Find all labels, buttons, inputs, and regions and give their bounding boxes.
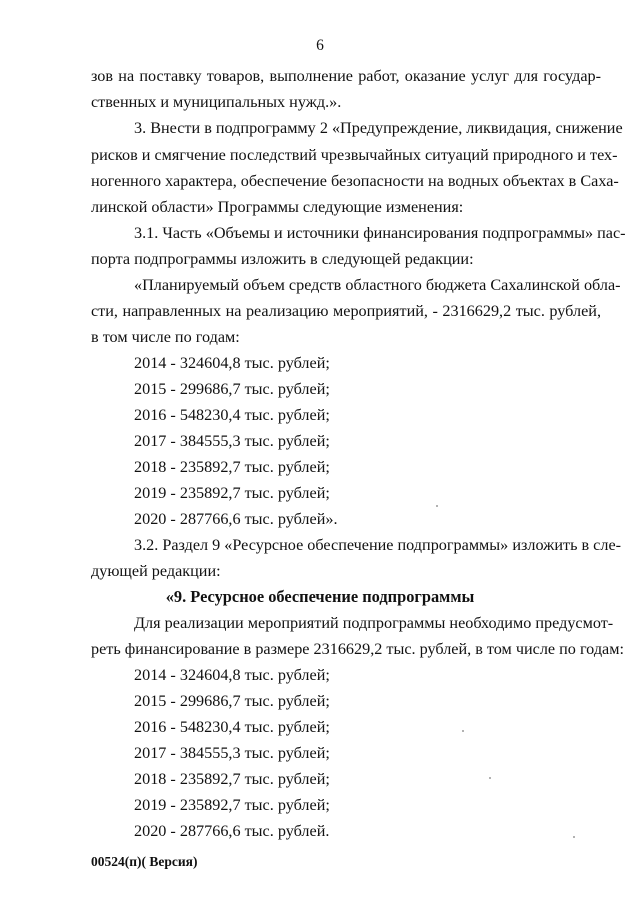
funding-year-item: 2020 - 287766,6 тыс. рублей. [134, 822, 330, 840]
funding-year-item: 2015 - 299686,7 тыс. рублей; [134, 692, 330, 710]
funding-year-item: 2018 - 235892,7 тыс. рублей; [134, 770, 330, 788]
funding-year-item: 2019 - 235892,7 тыс. рублей; [134, 796, 330, 814]
paragraph-line: рисков и смягчение последствий чрезвычайных ситуаций природного и тех- [91, 146, 618, 164]
section-heading: «9. Ресурсное обеспечение подпрограммы [165, 587, 475, 606]
paragraph-line: «Планируемый объем средств областного бюджета Сахалинской обла- [134, 276, 621, 294]
funding-year-item: 2016 - 548230,4 тыс. рублей; [134, 718, 330, 736]
funding-year-item: 2016 - 548230,4 тыс. рублей; [134, 406, 330, 424]
paragraph-line: 3.1. Часть «Объемы и источники финансирования подпрограммы» пас- [134, 224, 626, 242]
funding-year-item: 2020 - 287766,6 тыс. рублей». [134, 510, 338, 528]
paragraph-line: реть финансирование в размере 2316629,2 тыс. рублей, в том числе по годам: [91, 640, 624, 658]
funding-year-item: 2017 - 384555,3 тыс. рублей; [134, 744, 330, 762]
scan-speck [462, 730, 464, 732]
document-code: 00524(п)( Версия) [91, 854, 198, 869]
funding-year-item: 2018 - 235892,7 тыс. рублей; [134, 458, 330, 476]
paragraph-line: порта подпрограммы изложить в следующей редакции: [91, 250, 474, 268]
paragraph-line: в том числе по годам: [91, 328, 240, 346]
paragraph-line: линской области» Программы следующие изменения: [91, 198, 464, 216]
scan-speck [573, 836, 575, 838]
funding-year-item: 2019 - 235892,7 тыс. рублей; [134, 484, 330, 502]
paragraph-line: зов на поставку товаров, выполнение работ, оказание услуг для государ- [91, 67, 601, 85]
page-number: 6 [316, 37, 324, 54]
paragraph-line: ственных и муниципальных нужд.». [91, 93, 342, 111]
funding-year-item: 2014 - 324604,8 тыс. рублей; [134, 666, 330, 684]
funding-year-item: 2017 - 384555,3 тыс. рублей; [134, 432, 330, 450]
funding-year-item: 2014 - 324604,8 тыс. рублей; [134, 354, 330, 372]
paragraph-line: Для реализации мероприятий подпрограммы необходимо предусмот- [134, 614, 614, 632]
funding-year-item: 2015 - 299686,7 тыс. рублей; [134, 380, 330, 398]
paragraph-line: сти, направленных на реализацию мероприятий, - 2316629,2 тыс. рублей, [91, 302, 601, 320]
scan-speck [489, 777, 491, 779]
scan-speck [436, 505, 438, 507]
paragraph-line: ногенного характера, обеспечение безопасности на водных объектах в Саха- [91, 172, 619, 190]
paragraph-line: 3.2. Раздел 9 «Ресурсное обеспечение подпрограммы» изложить в сле- [134, 536, 622, 554]
paragraph-line: дующей редакции: [91, 562, 221, 580]
paragraph-line: 3. Внести в подпрограмму 2 «Предупреждение, ликвидация, снижение [134, 119, 623, 137]
